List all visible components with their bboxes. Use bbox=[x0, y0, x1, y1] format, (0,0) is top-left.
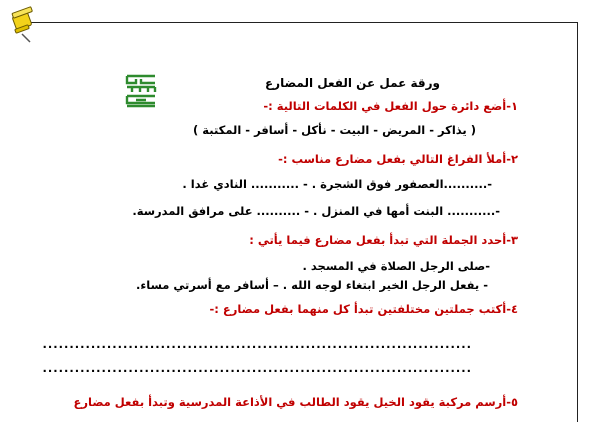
question-3-prompt: ٣-أحدد الجملة التي تبدأ بفعل مضارع فيما يأتي : bbox=[249, 233, 518, 247]
question-5-prompt: ٥-أرسم مركبة يقود الخيل يقود الطالب في الأذاعة المدرسية وتبدأ بفعل مضارع bbox=[73, 395, 518, 409]
question-3-line-1: -صلى الرجل الصلاة في المسجد . bbox=[302, 259, 490, 273]
question-1-words: ( يذاكر - المريض - البيت - نأكل - أسافر - المكتبة ) bbox=[193, 123, 476, 137]
calligraphy-logo bbox=[124, 72, 158, 108]
answer-blank-2: ................................................................................ bbox=[42, 361, 472, 375]
answer-blank-1: ................................................................................ bbox=[42, 337, 472, 351]
pushpin-icon bbox=[0, 0, 44, 44]
question-1-prompt: ١-أضع دائرة حول الفعل في الكلمات التالية :- bbox=[263, 99, 518, 113]
worksheet-title: ورقة عمل عن الفعل المضارع bbox=[264, 76, 440, 90]
question-2-prompt: ٢-أملأ الفراغ التالي بفعل مضارع مناسب :- bbox=[278, 152, 518, 166]
question-4-prompt: ٤-أكتب جملتين مختلفتين تبدأ كل منهما بفعل مضارع :- bbox=[209, 302, 518, 316]
question-3-line-2: - يفعل الرجل الخير ابتغاء لوجه الله . – أسافر مع أسرتي مساء. bbox=[136, 278, 488, 292]
question-2-line-2: -........... البنت أمها في المنزل . - .......... على مرافق المدرسة. bbox=[132, 204, 500, 218]
question-2-line-1: -..........العصفور فوق الشجرة . - ........... النادي غدا . bbox=[182, 177, 492, 191]
